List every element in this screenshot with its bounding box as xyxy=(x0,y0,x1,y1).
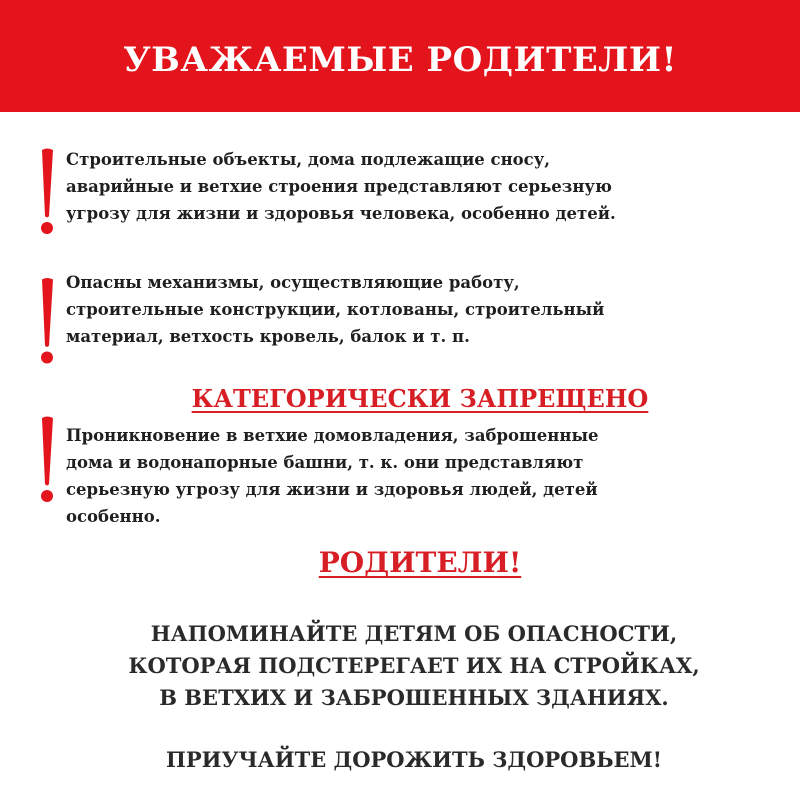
warning-line: серьезную угрозу для жизни и здоровья людей, детей xyxy=(66,480,598,499)
exclamation-icon xyxy=(36,273,58,368)
reminder-line: НАПОМИНАЙТЕ ДЕТЯМ ОБ ОПАСНОСТИ, xyxy=(150,621,678,646)
reminder-line: КОТОРАЯ ПОДСТЕРЕГАЕТ ИХ НА СТРОЙКАХ, xyxy=(128,653,700,678)
parents-heading: РОДИТЕЛИ! xyxy=(318,546,522,579)
warning-text-3 xyxy=(66,422,598,530)
reminder-text xyxy=(0,618,800,714)
prohibited-heading: КАТЕГОРИЧЕСКИ ЗАПРЕЩЕНО xyxy=(191,384,649,413)
exclamation-icon xyxy=(36,146,58,236)
warning-block-2 xyxy=(36,273,786,368)
warning-line: особенно. xyxy=(66,507,161,526)
warning-line: Проникновение в ветхие домовладения, заброшенные xyxy=(66,426,599,445)
header-banner xyxy=(0,0,800,112)
warning-text-1 xyxy=(66,146,616,227)
warning-text-2 xyxy=(66,269,604,350)
page-title: УВАЖАЕМЫЕ РОДИТЕЛИ! xyxy=(123,40,677,80)
warning-block-1 xyxy=(36,146,786,236)
reminder-line: В ВЕТХИХ И ЗАБРОШЕННЫХ ЗДАНИЯХ. xyxy=(159,685,669,710)
warning-line: дома и водонапорные башни, т. к. они представляют xyxy=(66,453,584,472)
warning-line: Строительные объекты, дома подлежащие сносу, xyxy=(66,150,551,169)
warning-line: аварийные и ветхие строения представляют серьезную xyxy=(66,177,612,196)
exclamation-icon xyxy=(36,414,58,504)
warning-block-3 xyxy=(36,414,786,526)
closing-text: ПРИУЧАЙТЕ ДОРОЖИТЬ ЗДОРОВЬЕМ! xyxy=(165,747,663,772)
warning-line: Опасны механизмы, осуществляющие работу, xyxy=(66,273,520,292)
warning-line: угрозу для жизни и здоровья человека, особенно детей. xyxy=(66,204,616,223)
warning-line: материал, ветхость кровель, балок и т. п. xyxy=(66,327,470,346)
warning-line: строительные конструкции, котлованы, строительный xyxy=(66,300,605,319)
